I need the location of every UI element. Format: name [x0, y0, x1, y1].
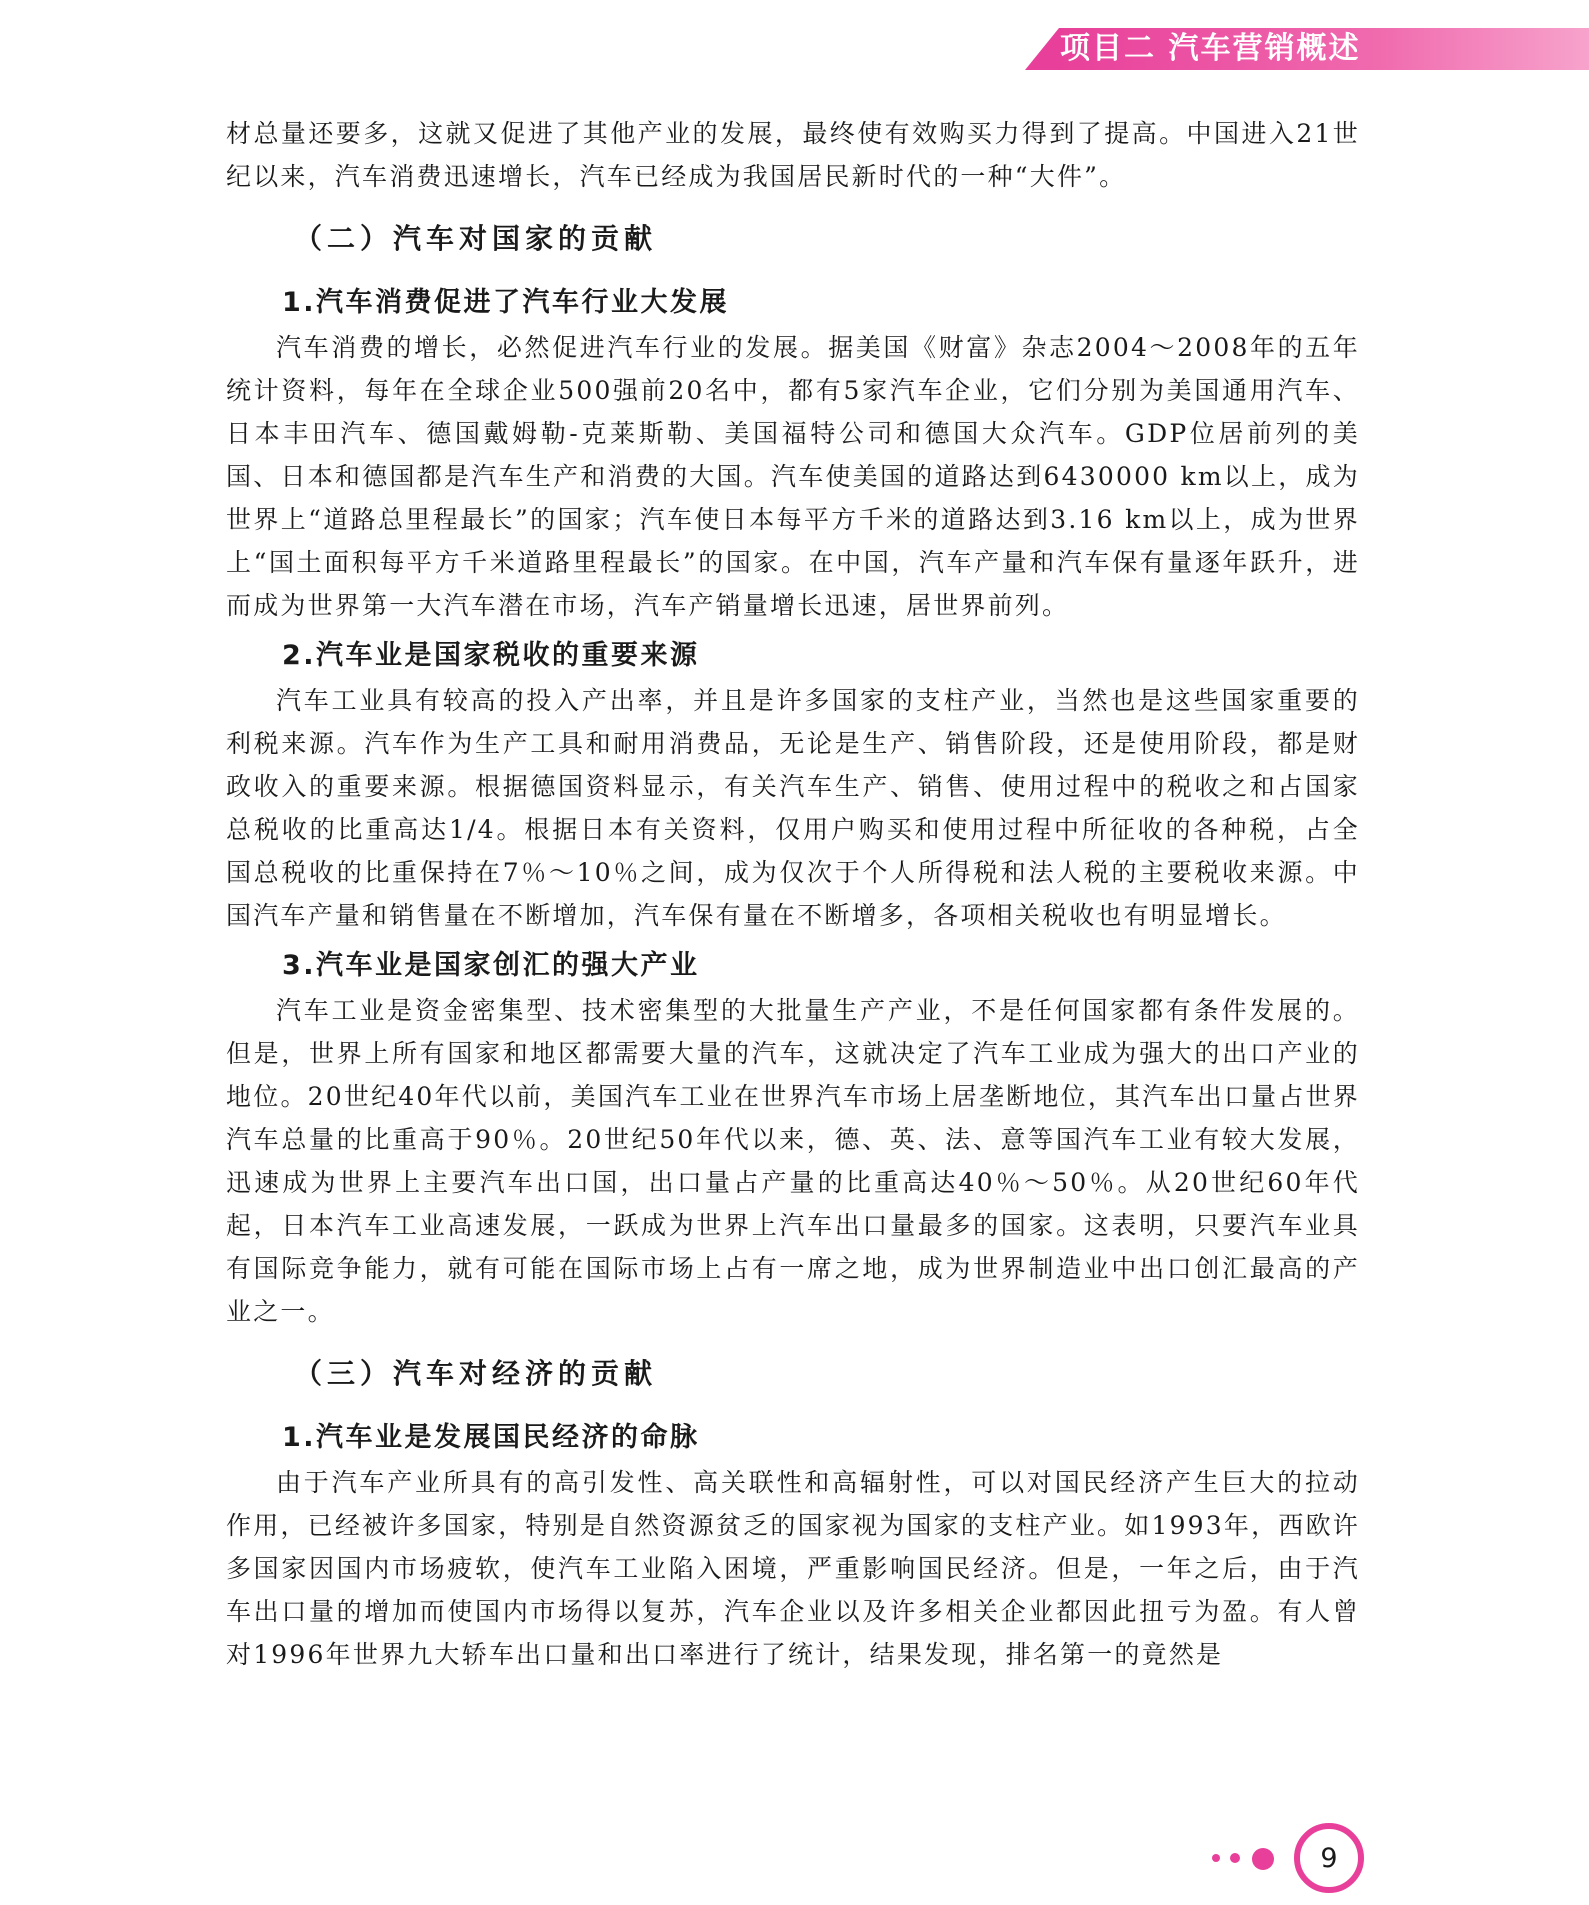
- paragraph-tax-source: 汽车工业具有较高的投入产出率，并且是许多国家的支柱产业，当然也是这些国家重要的利税来源。汽车作为生产工具和耐用消费品，无论是生产、销售阶段，还是使用阶段，都是财政收入的重要来源。根据德国资料显示，有关汽车生产、销售、使用过程中的税收之和占国家总税收的比重高达1/4。根据日本有关资料，仅用户购买和使用过程中所征收的各种税，占全国总税收的比重保持在7％～10％之间，成为仅次于个人所得税和法人税的主要税收来源。中国汽车产量和销售量在不断增加，汽车保有量在不断增多，各项相关税收也有明显增长。: [226, 686, 1360, 930]
- paragraph-foreign-exchange: 汽车工业是资金密集型、技术密集型的大批量生产产业，不是任何国家都有条件发展的。但是，世界上所有国家和地区都需要大量的汽车，这就决定了汽车工业成为强大的出口产业的地位。20世纪40年代以前，美国汽车工业在世界汽车市场上居垄断地位，其汽车出口量占世界汽车总量的比重高于90％。20世纪50年代以来，德、英、法、意等国汽车工业有较大发展，迅速成为世界上主要汽车出口国，出口量占产量的比重高达40％～50％。从20世纪60年代起，日本汽车工业高速发展，一跃成为世界上汽车出口量最多的国家。这表明，只要汽车业具有国际竞争能力，就有可能在国际市场上占有一席之地，成为世界制造业中出口创汇最高的产业之一。: [226, 996, 1360, 1326]
- section-heading-contribution-to-economy: （三）汽车对经济的贡献: [294, 1357, 658, 1390]
- medium-dot-icon: [1252, 1848, 1274, 1870]
- paragraph-national-economy: 由于汽车产业所具有的高引发性、高关联性和高辐射性，可以对国民经济产生巨大的拉动作用，已经被许多国家，特别是自然资源贫乏的国家视为国家的支柱产业。如1993年，西欧许多国家因国内市场疲软，使汽车工业陷入困境，严重影响国民经济。但是，一年之后，由于汽车出口量的增加而使国内市场得以复苏，汽车企业以及许多相关企业都因此扭亏为盈。有人曾对1996年世界九大轿车出口量和出口率进行了统计，结果发现，排名第一的竟然是: [226, 1468, 1360, 1669]
- page-number-dots: [1212, 1848, 1302, 1868]
- paragraph-industry-development: 汽车消费的增长，必然促进汽车行业的发展。据美国《财富》杂志2004～2008年的五年统计资料，每年在全球企业500强前20名中，都有5家汽车企业，它们分别为美国通用汽车、日本丰田汽车、德国戴姆勒-克莱斯勒、美国福特公司和德国大众汽车。GDP位居前列的美国、日本和德国都是汽车生产和消费的大国。汽车使美国的道路达到6430000 km以上，成为世界上“道路总里程最长”的国家；汽车使日本每平方千米的道路达到3.16 km以上，成为世界上“国土面积每平方千米道路里程最长”的国家。在中国，汽车产量和汽车保有量逐年跃升，进而成为世界第一大汽车潜在市场，汽车产销量增长迅速，居世界前列。: [226, 333, 1360, 620]
- subsection-heading-industry-development: 1.汽车消费促进了汽车行业大发展: [282, 287, 730, 318]
- page-number: 9: [1320, 1842, 1338, 1874]
- page-number-badge: [1294, 1823, 1364, 1893]
- section-heading-contribution-to-nation: （二）汽车对国家的贡献: [294, 222, 658, 255]
- subsection-heading-national-economy: 1.汽车业是发展国民经济的命脉: [282, 1422, 700, 1453]
- paragraph-continuation: 材总量还要多，这就又促进了其他产业的发展，最终使有效购买力得到了提高。中国进入21世纪以来，汽车消费迅速增长，汽车已经成为我国居民新时代的一种“大件”。: [226, 119, 1360, 191]
- running-header-title: 项目二 汽车营销概述: [1060, 31, 1361, 66]
- page-body: [226, 112, 1360, 1676]
- small-dot-icon: [1212, 1854, 1220, 1862]
- small-dot-icon: [1230, 1853, 1240, 1863]
- subsection-heading-tax-source: 2.汽车业是国家税收的重要来源: [282, 640, 700, 671]
- subsection-heading-foreign-exchange: 3.汽车业是国家创汇的强大产业: [282, 950, 700, 981]
